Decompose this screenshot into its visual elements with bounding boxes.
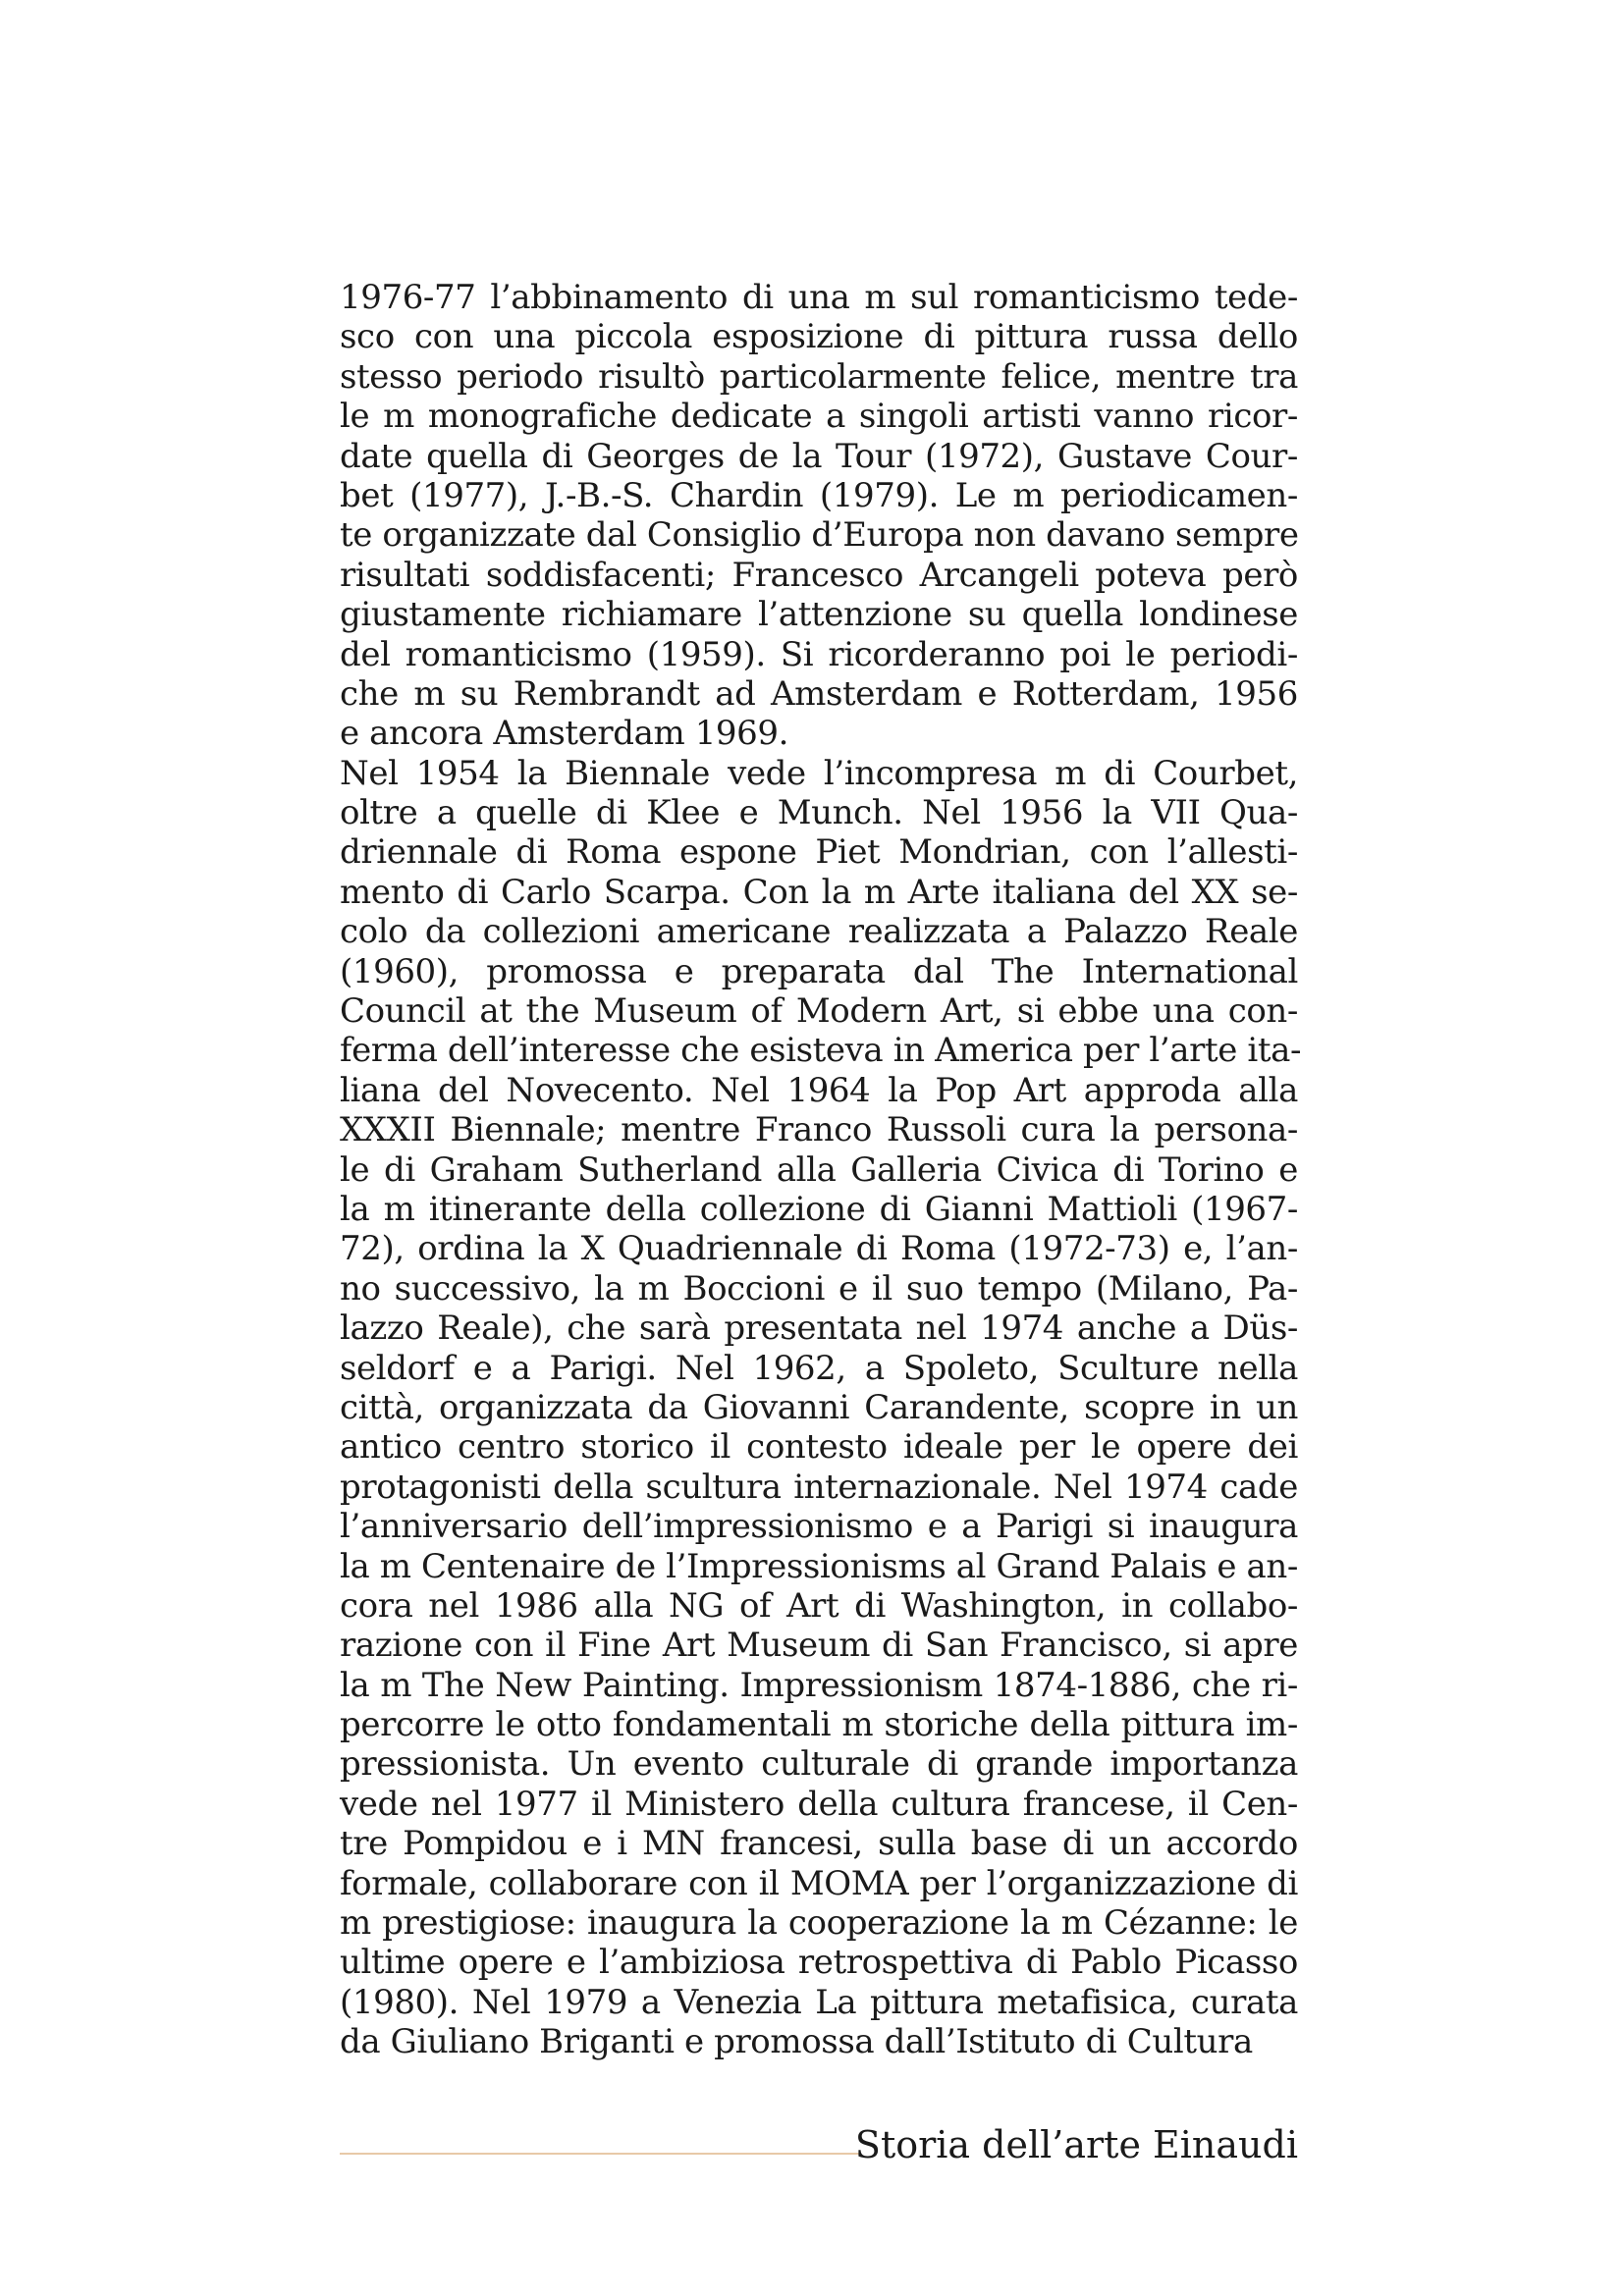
text-line: driennale di Roma espone Piet Mondrian, con l’allesti- bbox=[340, 832, 1298, 873]
text-line: le m monografiche dedicate a singoli artisti vanno ricor- bbox=[340, 397, 1298, 437]
text-line: la m itinerante della collezione di Gianni Mattioli (1967- bbox=[340, 1189, 1298, 1229]
text-line: e ancora Amsterdam 1969. bbox=[340, 714, 789, 754]
text-line: protagonisti della scultura internazionale. Nel 1974 cade bbox=[340, 1467, 1298, 1507]
text-line: Nel 1954 la Biennale vede l’incompresa m di Courbet, bbox=[340, 753, 1298, 793]
text-line: le di Graham Sutherland alla Galleria Civica di Torino e bbox=[340, 1149, 1298, 1190]
text-line: bet (1977), J.-B.-S. Chardin (1979). Le m periodicamen- bbox=[340, 475, 1298, 515]
text-line: (1960), promossa e preparata dal The International bbox=[340, 951, 1298, 991]
text-line: lazzo Reale), che sarà presentata nel 1974 anche a Düs- bbox=[340, 1308, 1298, 1349]
page-footer bbox=[340, 2115, 1298, 2174]
text-line: 1976-77 l’abbinamento di una m sul romanticismo tede- bbox=[340, 278, 1298, 317]
text-line: razione con il Fine Art Museum di San Francisco, si apre bbox=[340, 1626, 1298, 1666]
footer-rule bbox=[340, 2153, 860, 2155]
text-line: città, organizzata da Giovanni Carandente, scopre in un bbox=[340, 1387, 1298, 1427]
text-line: vede nel 1977 il Ministero della cultura francese, il Cen- bbox=[340, 1784, 1298, 1824]
text-line: del romanticismo (1959). Si ricorderanno poi le periodi- bbox=[340, 634, 1298, 674]
text-line: no successivo, la m Boccioni e il suo tempo (Milano, Pa- bbox=[340, 1268, 1298, 1308]
text-line: la m The New Painting. Impressionism 1874-1886, che ri- bbox=[340, 1665, 1298, 1705]
text-line: cora nel 1986 alla NG of Art di Washington, in collabo- bbox=[340, 1585, 1298, 1626]
text-line: m prestigiose: inaugura la cooperazione la m Cézanne: le bbox=[340, 1903, 1298, 1944]
body-text bbox=[340, 278, 1302, 2062]
text-line: liana del Novecento. Nel 1964 la Pop Art approda alla bbox=[340, 1070, 1298, 1110]
text-line: ultime opere e l’ambiziosa retrospettiva di Pablo Picasso bbox=[340, 1943, 1298, 1983]
text-line: colo da collezioni americane realizzata a Palazzo Reale bbox=[340, 912, 1298, 952]
text-line: risultati soddisfacenti; Francesco Arcangeli poteva però bbox=[340, 555, 1298, 595]
text-line: oltre a quelle di Klee e Munch. Nel 1956 la VII Qua- bbox=[340, 793, 1298, 833]
text-line: la m Centenaire de l’Impressionisms al Grand Palais e an- bbox=[340, 1546, 1298, 1586]
text-line: giustamente richiamare l’attenzione su quella londinese bbox=[340, 595, 1298, 635]
text-line: mento di Carlo Scarpa. Con la m Arte italiana del XX se- bbox=[340, 872, 1298, 912]
text-line: che m su Rembrandt ad Amsterdam e Rotterdam, 1956 bbox=[340, 673, 1298, 714]
text-line: tre Pompidou e i MN francesi, sulla base di un accordo bbox=[340, 1824, 1298, 1864]
footer-title: Storia dell’arte Einaudi bbox=[854, 2123, 1298, 2166]
text-line: date quella di Georges de la Tour (1972), Gustave Cour- bbox=[340, 436, 1298, 476]
text-line: ferma dell’interesse che esisteva in America per l’arte ita- bbox=[340, 1031, 1302, 1071]
text-line: Council at the Museum of Modern Art, si ebbe una con- bbox=[340, 991, 1298, 1032]
text-line: formale, collaborare con il MOMA per l’organizzazione di bbox=[340, 1863, 1298, 1903]
text-line: XXXII Biennale; mentre Franco Russoli cura la persona- bbox=[340, 1110, 1298, 1150]
text-line: (1980). Nel 1979 a Venezia La pittura metafisica, curata bbox=[340, 1982, 1298, 2022]
text-line: sco con una piccola esposizione di pittura russa dello bbox=[340, 317, 1298, 357]
text-line: l’anniversario dell’impressionismo e a Parigi si inaugura bbox=[340, 1507, 1298, 1547]
text-line: 72), ordina la X Quadriennale di Roma (1972-73) e, l’an- bbox=[340, 1229, 1298, 1269]
text-line: antico centro storico il contesto ideale per le opere dei bbox=[340, 1427, 1298, 1468]
text-line: percorre le otto fondamentali m storiche della pittura im- bbox=[340, 1705, 1298, 1745]
text-line: pressionista. Un evento culturale di grande importanza bbox=[340, 1744, 1298, 1785]
text-line: seldorf e a Parigi. Nel 1962, a Spoleto, Sculture nella bbox=[340, 1348, 1298, 1388]
text-line: da Giuliano Briganti e promossa dall’Istituto di Cultura bbox=[340, 2022, 1253, 2062]
text-line: te organizzate dal Consiglio d’Europa non davano sempre bbox=[340, 515, 1299, 556]
text-line: stesso periodo risultò particolarmente felice, mentre tra bbox=[340, 356, 1298, 397]
